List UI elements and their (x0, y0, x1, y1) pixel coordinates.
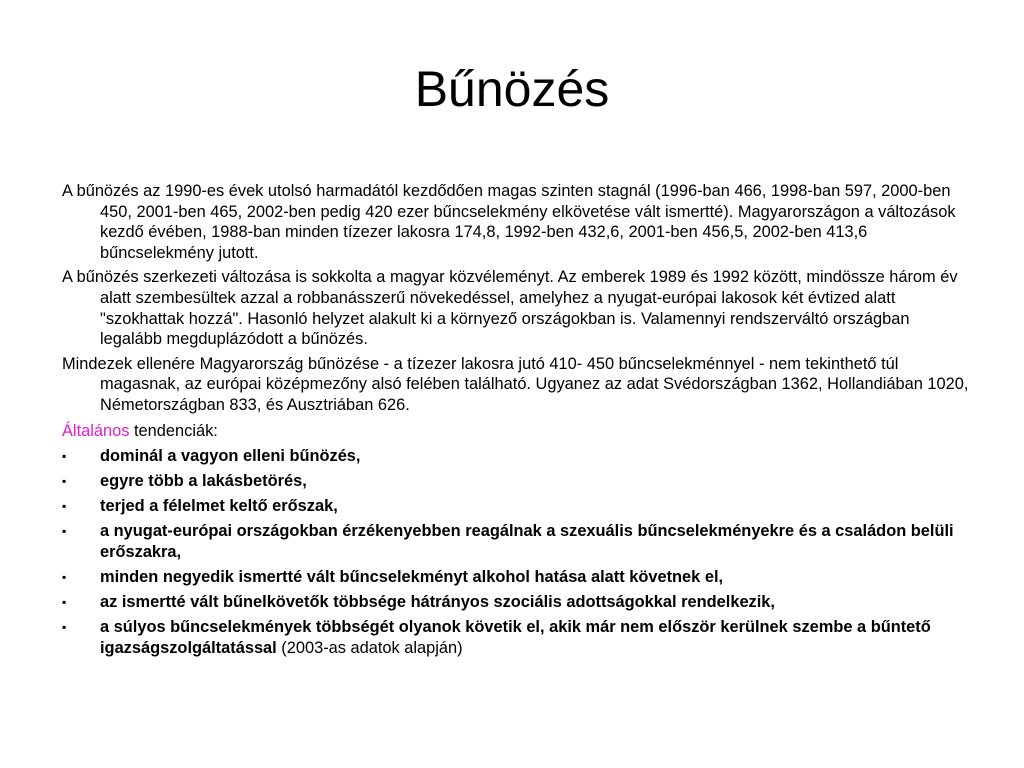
list-item (62, 496, 972, 517)
trends-intro (62, 421, 972, 442)
bullet-square-icon: ▪ (62, 499, 67, 514)
bullet-square-icon: ▪ (62, 620, 67, 635)
paragraph-european-comparison: Mindezek ellenére Magyarország bűnözése - a tízezer lakosra jutó 410- 450 bűncselekménnyel - nem tekinthető túl magasnak, az európai középmezőny alsó felében található. Ugyanez az adat Svédországban 1362, Hollandiában 1020, Németországban 833, és Ausztriában 626. (62, 354, 969, 414)
list-item (62, 471, 972, 492)
list-item-text: az ismertté vált bűnelkövetők többsége hátrányos szociális adottságokkal rendelkezik, (100, 593, 775, 612)
bullet-square-icon: ▪ (62, 595, 67, 610)
bullet-square-icon: ▪ (62, 449, 67, 464)
bullet-square-icon: ▪ (62, 570, 67, 585)
list-item-text: terjed a félelmet keltő erőszak, (100, 497, 338, 516)
bullet-square-icon: ▪ (62, 524, 67, 539)
list-item (62, 446, 972, 467)
list-item (62, 567, 972, 588)
trends-intro-rest: tendenciák: (129, 421, 218, 440)
slide-title: Bűnözés (414, 61, 610, 117)
list-item (62, 592, 972, 613)
bullet-square-icon: ▪ (62, 474, 67, 489)
list-item-source-note: (2003-as adatok alapján) (276, 638, 463, 657)
list-item-text: a nyugat-európai országokban érzékenyebben reagálnak a szexuális bűncselekményekre és a családon belüli erőszakra, (100, 522, 954, 561)
list-item-text: egyre több a lakásbetörés, (100, 472, 307, 491)
list-item (62, 617, 972, 658)
list-item-text: minden negyedik ismertté vált bűncselekményt alkohol hatása alatt követnek el, (100, 568, 724, 587)
list-item (62, 521, 972, 562)
paragraph-crime-stagnation: A bűnözés az 1990-es évek utolsó harmadától kezdődően magas szinten stagnál (1996-ban 466, 1998-ban 597, 2000-ben 450, 2001-ben 465, 2002-ben pedig 420 ezer bűncselekmény elkövetése vált ismertté). Magyarországon a változások kezdő évében, 1988-ban minden tízezer lakosra 174,8, 1992-ben 432,6, 2001-ben 456,5, 2002-ben 413,6 bűncselekmény jutott. (62, 182, 956, 262)
paragraph-structural-change: A bűnözés szerkezeti változása is sokkolta a magyar közvéleményt. Az emberek 1989 és 1992 között, mindössze három év alatt szembesültek azzal a robbanásszerű növekedéssel, amelyhez a nyugat-európai lakosok két évtized alatt "szokhattak hozzá". Hasonló helyzet alakult ki a környező országokban is. Valamennyi rendszerváltó országban legalább megduplázódott a bűnözés. (62, 268, 958, 349)
list-item-text: a súlyos bűncselekmények többségét olyanok követik el, akik már nem először kerülnek szembe a bűntető igazságszolgáltatással (100, 618, 931, 657)
trends-list (62, 446, 972, 658)
trends-intro-highlight: Általános (62, 421, 130, 440)
slide-content (62, 181, 972, 663)
list-item-text: dominál a vagyon elleni bűnözés, (100, 447, 361, 466)
